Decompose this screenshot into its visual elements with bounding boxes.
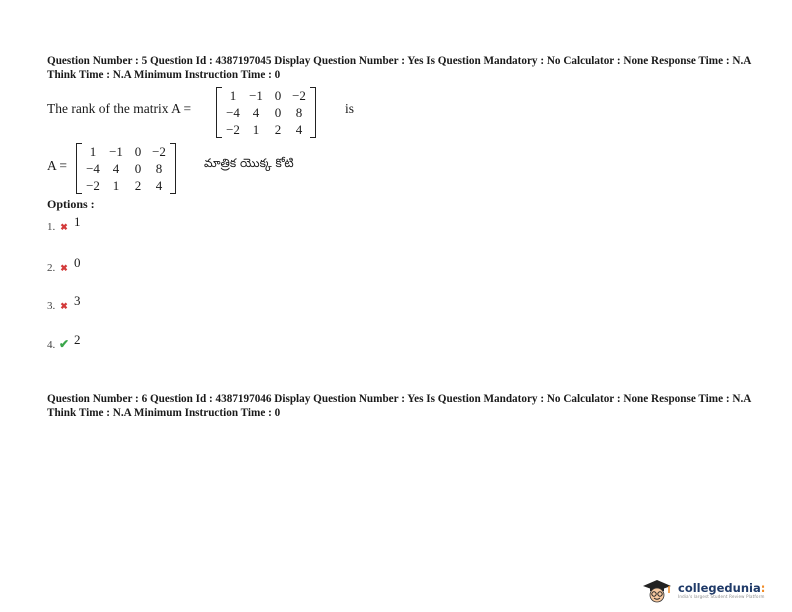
option-number: 1.	[47, 221, 56, 233]
matrix-cell: 0	[134, 160, 142, 176]
graduate-mascot-icon	[640, 578, 674, 604]
logo-dot: :	[760, 581, 766, 595]
matrix-cell: 4	[295, 121, 303, 137]
matrix-label-telugu: A =	[47, 158, 67, 173]
cross-icon: ✖	[60, 222, 68, 232]
matrix-cell: 0	[274, 104, 282, 120]
matrix-cell: 1	[112, 177, 120, 193]
question-5-header: Question Number : 5 Question Id : 4387197045 Display Question Number : Yes Is Question Mandatory : No Calculator : None Response Time : N.A Think Time : N.A Minimum Instruction Time : 0	[47, 55, 751, 81]
matrix-grid	[222, 87, 310, 138]
question-5-telugu-text: మాత్రిక యొక్క కోటి	[204, 156, 294, 170]
matrix-cell: −1	[249, 87, 263, 103]
matrix-cell: 0	[274, 87, 282, 103]
matrix-a-telugu	[76, 143, 176, 194]
option-number: 3.	[47, 300, 56, 312]
matrix-cell: 0	[134, 143, 142, 159]
option-value: 3	[74, 293, 81, 308]
option-value: 0	[74, 255, 81, 270]
option-number: 2.	[47, 262, 56, 274]
matrix-a-english	[216, 87, 316, 138]
option-1	[47, 214, 81, 234]
logo-tagline: India's largest Student Review Platform	[678, 594, 765, 599]
matrix-cell: −1	[109, 143, 123, 159]
collegedunia-logo	[640, 578, 765, 604]
matrix-cell: −4	[226, 104, 240, 120]
matrix-cell: −2	[226, 121, 240, 137]
matrix-cell: −2	[86, 177, 100, 193]
checkmark-icon: ✔	[58, 337, 70, 351]
matrix-cell: 1	[89, 143, 97, 159]
option-value: 1	[74, 214, 81, 229]
matrix-cell: 4	[155, 177, 163, 193]
cross-icon: ✖	[60, 263, 68, 273]
matrix-cell: 4	[112, 160, 120, 176]
matrix-grid	[82, 143, 170, 194]
matrix-cell: −2	[292, 87, 306, 103]
matrix-cell: 4	[252, 104, 260, 120]
option-value: 2	[74, 332, 81, 347]
matrix-cell: 1	[252, 121, 260, 137]
option-number: 4.	[47, 339, 56, 351]
matrix-cell: 8	[295, 104, 303, 120]
matrix-cell: −4	[86, 160, 100, 176]
matrix-cell: 2	[274, 121, 282, 137]
question-5-prefix: The rank of the matrix A =	[47, 101, 192, 116]
option-3	[47, 293, 81, 313]
matrix-cell: 8	[155, 160, 163, 176]
right-bracket	[310, 87, 316, 138]
option-4	[47, 332, 81, 352]
right-bracket	[170, 143, 176, 194]
logo-name: collegedunia	[678, 581, 761, 595]
option-2	[47, 255, 81, 275]
question-5-suffix: is	[345, 101, 355, 116]
matrix-cell: 2	[134, 177, 142, 193]
cross-icon: ✖	[60, 301, 68, 311]
matrix-cell: 1	[229, 87, 237, 103]
question-6-header: Question Number : 6 Question Id : 4387197046 Display Question Number : Yes Is Question Mandatory : No Calculator : None Response Time : N.A Think Time : N.A Minimum Instruction Time : 0	[47, 393, 751, 419]
options-label: Options :	[47, 197, 95, 211]
matrix-cell: −2	[152, 143, 166, 159]
